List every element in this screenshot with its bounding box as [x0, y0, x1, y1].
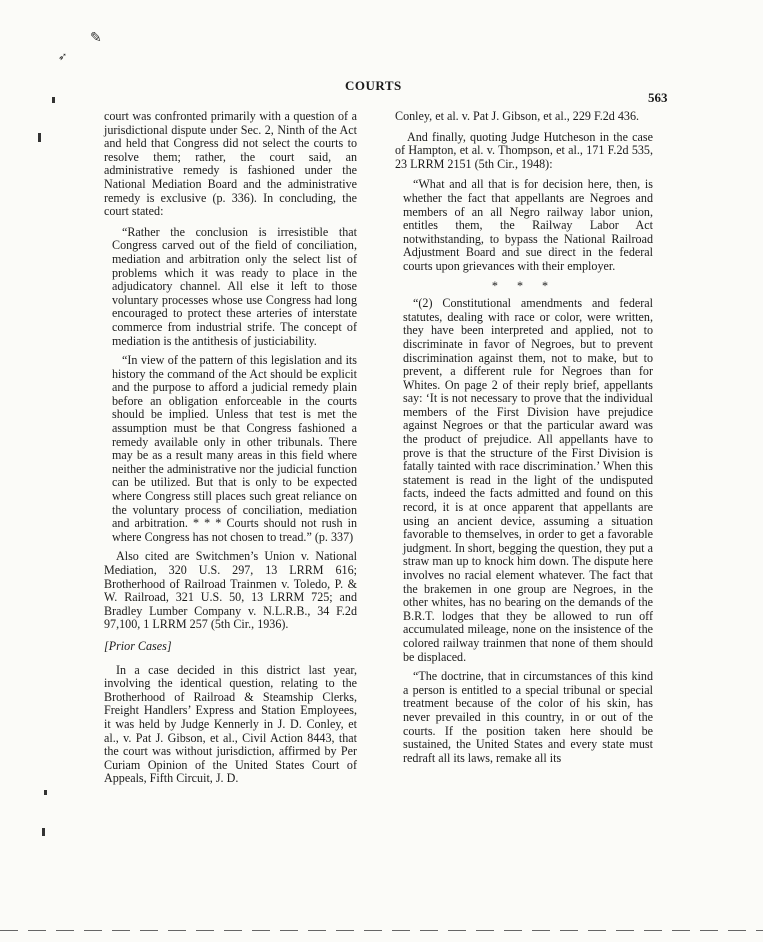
block-quote: “The doctrine, that in circumstances of this kind a person is entitled to a special tribunal or special treatment because of the color of his skin, has never prevailed in this country, in or out of the courts. If the position taken here should be sustained, the United States and every state must redraft all its laws, remake all its	[403, 669, 653, 765]
scan-edge-rule	[0, 930, 763, 931]
section-heading: [Prior Cases]	[104, 638, 172, 653]
paragraph: Conley, et al. v. Pat J. Gibson, et al., 229 F.2d 436.	[395, 109, 640, 123]
block-quote: “(2) Constitutional amendments and federal statutes, dealing with race or color, were written, they have been interpreted and applied, not to discriminate in favor of Negroes, but to prevent discrimination against them, not to make, but to prevent, a different rule for Negroes than for Whites. On page 2 of their reply brief, appellants say: ‘It is not necessary to prove that the individual members of the First Division have prejudice against Negroes or that the particular award was the product of prejudice. All appellants have to prove is that the structure of the First Division is fatally tainted with race discrimination.’ When this statement is read in the light of the undisputed facts, indeed the facts admitted and found on this record, it is at once apparent that appellants are using an ancient device, assuming a situation favorable to themselves, in order to get a favorable judgment. In short, begging the question, they put a straw man up to knock him down. The dispute here involves no racial element whatever. The fact that the brakemen in one group are Negroes, in the other whites, has no bearing on the demands of the B.R.T. lodges that they be allowed to run off accumulated mileage, none on the insistence of the colored railway trainmen that none of them should be displaced.	[403, 296, 653, 664]
paragraph: In a case decided in this district last year, involving the identical question, relating to the Brotherhood of Railroad & Steamship Clerks, Freight Handlers’ Express and Station Employees, it was held by Judge Kennerly in J. D. Conley, et al., v. Pat J. Gibson, et al., Civil Action 8443, that the court was without jurisdiction, affirmed by Per Curiam Opinion of the United States Court of Appeals, Fifth Circuit, J. D.	[104, 662, 357, 786]
running-head: COURTS	[345, 78, 402, 93]
scan-speck-mark: ✎	[90, 31, 102, 46]
margin-mark	[52, 97, 55, 103]
block-quote: “What and all that is for decision here, then, is whether the fact that appellants are Negroes and members of an all Negro railway labor union, entitles them, the Railway Labor Act notwithstanding, to bypass the National Railroad Adjustment Board and sue direct in the federal courts upon grievances with their employer.	[403, 177, 653, 273]
block-quote: “In view of the pattern of this legislation and its history the command of the Act should be explicit and the purpose to afford a judicial remedy plain before an obligation enforceable in the courts should be implied. Unless that test is met the assumption must be that Congress fashioned a remedy available only in other tribunals. There may be as a result many areas in this field where neither the administrative nor the judicial function can be utilized. But that is only to be expected where Congress still places such great reliance on the voluntary process of conciliation, mediation and arbitration. * * * Courts should not rush in where Congress has not chosen to tread.” (p. 337)	[112, 353, 357, 544]
page-number: 563	[648, 90, 668, 105]
paragraph: court was confronted primarily with a question of a jurisdictional dispute under Sec. 2, Ninth of the Act and held that Congress did not select the courts to resolve them; rather, the court said, an administrative remedy is fashioned under the National Mediation Board and the administrative remedy is exclusive (p. 336). In concluding, the court stated:	[104, 109, 357, 219]
paragraph: And finally, quoting Judge Hutcheson in the case of Hampton, et al. v. Thompson, et al., 171 F.2d 535, 23 LRRM 2151 (5th Cir., 1948):	[395, 129, 653, 171]
paragraph: Also cited are Switchmen’s Union v. National Mediation, 320 U.S. 297, 13 LRRM 616; Brotherhood of Railroad Trainmen v. Toledo, P. & W. Railroad, 321 U.S. 50, 13 LRRM 725; and Bradley Lumber Company v. N.L.R.B., 34 F.2d 97,100, 1 LRRM 257 (5th Cir., 1936).	[104, 549, 357, 632]
ellipsis-stars: * * *	[491, 278, 557, 293]
block-quote: “Rather the conclusion is irresistible that Congress carved out of the field of conciliation, mediation and arbitration only the select list of problems which it was ready to place in the adjudicatory channel. All else it left to those voluntary processes whose use Congress had long encouraged to protect these arteries of interstate commerce from industrial strife. The concept of mediation is the antithesis of justiciability.	[112, 224, 357, 348]
margin-mark	[44, 790, 47, 795]
right-column	[395, 110, 653, 771]
margin-mark	[42, 828, 45, 836]
margin-mark	[38, 133, 41, 142]
scan-speck-mark: ➶	[58, 51, 68, 63]
left-column	[104, 110, 357, 793]
